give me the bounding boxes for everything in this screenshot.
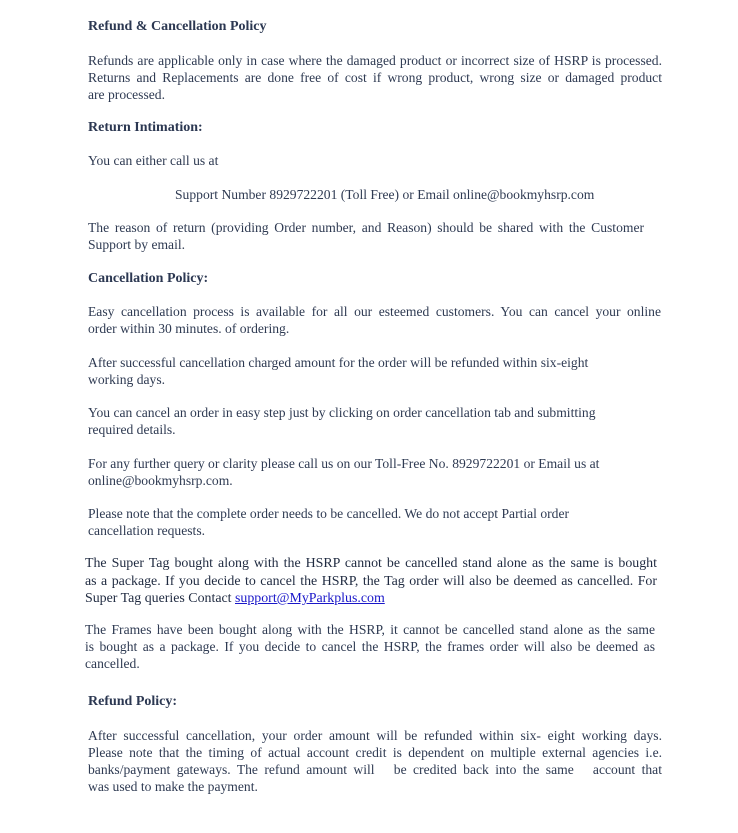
text-line: After successful cancellation, your order amount will be refunded within six- eight working days. (88, 728, 662, 743)
cancellation-paragraph-1 (88, 303, 661, 337)
text-line: cancelled. (85, 656, 140, 671)
cancellation-paragraph-2 (88, 354, 588, 388)
text-line: You can cancel an order in easy step just by clicking on order cancellation tab and submitting (88, 405, 596, 420)
cancellation-policy-title: Cancellation Policy: (88, 271, 209, 286)
text-line: Easy cancellation process is available for all our esteemed customers. You can cancel your online (88, 304, 661, 319)
cancellation-paragraph-4 (88, 455, 599, 489)
text-line: is bought as a package. If you decide to cancel the HSRP, the frames order will also be deemed as (85, 639, 655, 654)
text-line: as a package. If you decide to cancel the HSRP, the Tag order will also be deemed as cancelled. For (85, 573, 657, 589)
return-reason-paragraph (88, 219, 644, 253)
text-line: Please note that the complete order needs to be cancelled. We do not accept Partial order (88, 506, 570, 521)
frames-paragraph (85, 621, 655, 672)
text-line: Support by email. (88, 237, 186, 252)
text-line: For any further query or clarity please call us on our Toll-Free No. 8929722201 or Email us at (88, 456, 600, 471)
refund-policy-paragraph (88, 727, 662, 795)
text-line: online@bookmyhsrp.com. (88, 473, 233, 488)
text-line: banks/payment gateways. The refund amount will be credited back into the same account that (88, 762, 662, 777)
return-intimation-title: Return Intimation: (88, 120, 203, 135)
text-line: required details. (88, 422, 176, 437)
text-line: order within 30 minutes. of ordering. (88, 321, 290, 336)
text-line: working days. (88, 372, 166, 387)
text-line: was used to make the payment. (88, 779, 258, 794)
text-line (85, 590, 657, 608)
text-line: After successful cancellation charged amount for the order will be refunded within six-eight (88, 355, 589, 370)
super-tag-contact-label: Super Tag queries Contact (85, 591, 235, 606)
support-contact-line: Support Number 8929722201 (Toll Free) or Email online@bookmyhsrp.com (175, 187, 595, 202)
text-line: cancellation requests. (88, 523, 206, 538)
text-line: are processed. (88, 87, 165, 102)
text-line: Returns and Replacements are done free of cost if wrong product, wrong size or damaged product (88, 70, 662, 85)
text-line: Please note that the timing of actual account credit is dependent on multiple external agencies i.e. (88, 745, 662, 760)
text-line: Refunds are applicable only in case where the damaged product or incorrect size of HSRP is processed. (88, 53, 662, 68)
cancellation-paragraph-5 (88, 505, 569, 539)
text-line: The Super Tag bought along with the HSRP cannot be cancelled stand alone as the same is bought (85, 556, 657, 571)
support-email-link[interactable]: support@MyParkplus.com (235, 591, 385, 606)
call-us-text: You can either call us at (88, 153, 219, 168)
refund-policy-title: Refund Policy: (88, 694, 178, 709)
text-line: The Frames have been bought along with the HSRP, it cannot be cancelled stand alone as the same (85, 622, 655, 637)
text-line: The reason of return (providing Order number, and Reason) should be shared with the Customer (88, 220, 644, 235)
super-tag-paragraph (85, 555, 657, 608)
cancellation-paragraph-3 (88, 404, 596, 438)
refund-cancellation-title: Refund & Cancellation Policy (88, 19, 267, 34)
refund-intro-paragraph (88, 52, 662, 103)
